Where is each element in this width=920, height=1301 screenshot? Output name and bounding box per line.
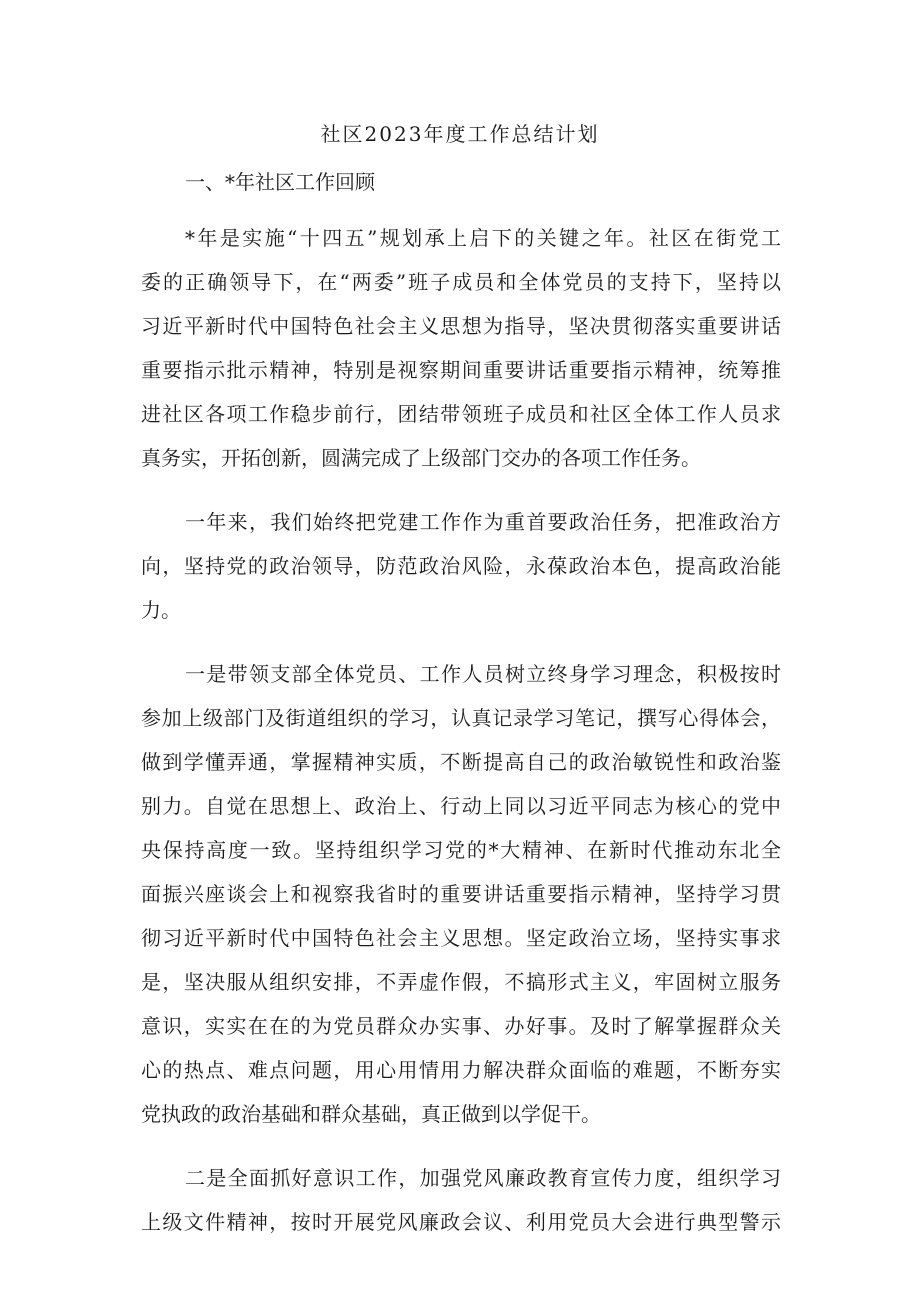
paragraph-line: 是，坚决服从组织安排，不弄虚作假，不搞形式主义，牢固树立服务 xyxy=(141,970,781,994)
section-heading: 一、*年社区工作回顾 xyxy=(185,170,375,194)
paragraph-line: 进社区各项工作稳步前行，团结带领班子成员和社区全体工作人员求 xyxy=(141,402,781,426)
paragraph-line: 做到学懂弄通，掌握精神实质，不断提高自己的政治敏锐性和政治鉴 xyxy=(141,750,781,774)
paragraph-line: 参加上级部门及街道组织的学习，认真记录学习笔记，撰写心得体会， xyxy=(141,706,781,730)
paragraph-line: 意识，实实在在的为党员群众办实事、办好事。及时了解掌握群众关 xyxy=(141,1014,781,1038)
paragraph-line: 重要指示批示精神，特别是视察期间重要讲话重要指示精神，统筹推 xyxy=(141,358,781,382)
paragraph-line: 一年来，我们始终把党建工作作为重首要政治任务，把准政治方 xyxy=(185,510,781,534)
paragraph-line: 心的热点、难点问题，用心用情用力解决群众面临的难题，不断夯实 xyxy=(141,1058,781,1082)
paragraph-line: *年是实施“十四五”规划承上启下的关键之年。社区在街党工 xyxy=(185,226,781,250)
paragraph-line: 彻习近平新时代中国特色社会主义思想。坚定政治立场，坚持实事求 xyxy=(141,926,781,950)
paragraph-line: 一是带领支部全体党员、工作人员树立终身学习理念，积极按时 xyxy=(185,662,781,686)
document-title: 社区2023年度工作总结计划 xyxy=(320,122,600,146)
paragraph-line: 力。 xyxy=(141,598,181,622)
paragraph-line: 二是全面抓好意识工作，加强党风廉政教育宣传力度，组织学习 xyxy=(185,1166,781,1190)
paragraph-line: 习近平新时代中国特色社会主义思想为指导，坚决贯彻落实重要讲话 xyxy=(141,314,781,338)
paragraph-line: 真务实，开拓创新，圆满完成了上级部门交办的各项工作任务。 xyxy=(141,446,701,470)
paragraph-line: 向，坚持党的政治领导，防范政治风险，永葆政治本色，提高政治能 xyxy=(141,554,781,578)
paragraph-line: 别力。自觉在思想上、政治上、行动上同以习近平同志为核心的党中 xyxy=(141,794,781,818)
paragraph-line: 面振兴座谈会上和视察我省时的重要讲话重要指示精神，坚持学习贯 xyxy=(141,882,781,906)
paragraph-line: 委的正确领导下，在“两委”班子成员和全体党员的支持下，坚持以 xyxy=(141,270,781,294)
paragraph-line: 上级文件精神，按时开展党风廉政会议、利用党员大会进行典型警示 xyxy=(141,1210,781,1234)
paragraph-line: 党执政的政治基础和群众基础，真正做到以学促干。 xyxy=(141,1102,601,1126)
paragraph-line: 央保持高度一致。坚持组织学习党的*大精神、在新时代推动东北全 xyxy=(141,838,781,862)
